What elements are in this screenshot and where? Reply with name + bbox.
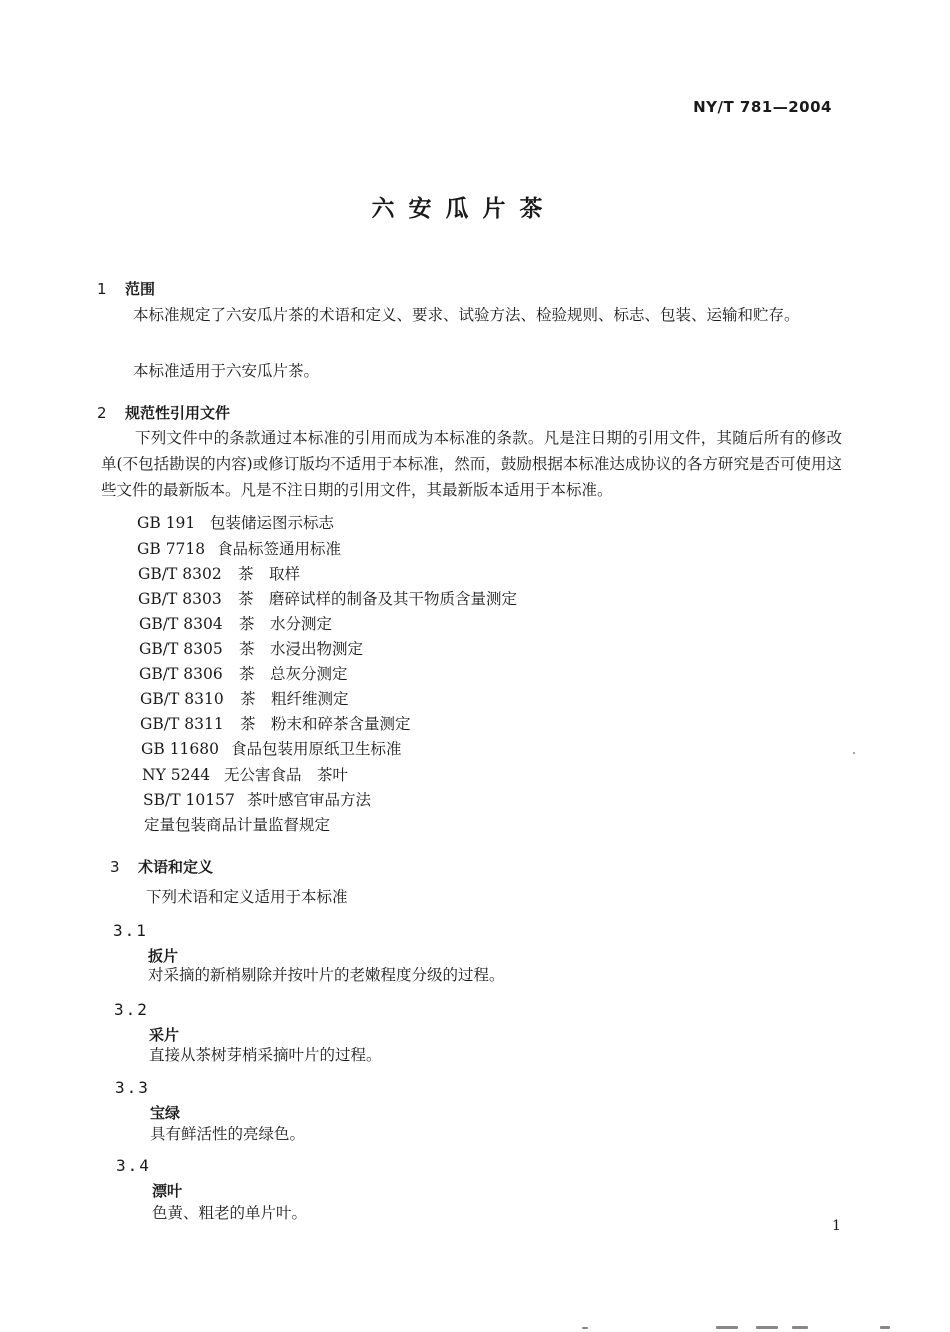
reference-name: 茶叶感官审品方法 <box>247 791 372 809</box>
standard-number: NY/T 781—2004 <box>693 98 832 116</box>
reference-code: GB/T 8306 <box>139 665 223 683</box>
reference-name: 无公害食品 茶叶 <box>224 766 349 784</box>
normative-references-paragraph: 下列文件中的条款通过本标准的引用而成为本标准的条款。凡是注日期的引用文件，其随后所有的修改单(不包括勘误的内容)或修订版均不适用于本标准，然而，鼓励根据本标准达成协议的各方研究是否可使用这些文件的最新版本。凡是不注日期的引用文件，其最新版本适用于本标准。 <box>101 429 842 499</box>
term-definition: 对采摘的新梢剔除并按叶片的老嫩程度分级的过程。 <box>148 966 505 984</box>
subclause-number: 3.4 <box>116 1156 151 1175</box>
scope-paragraph: 本标准规定了六安瓜片茶的术语和定义、要求、试验方法、检验规则、标志、包装、运输和贮存。 <box>133 306 800 324</box>
reference-item <box>143 788 371 810</box>
reference-code: GB/T 8311 <box>140 715 224 733</box>
reference-item <box>140 712 411 734</box>
reference-code: GB/T 8304 <box>139 615 223 633</box>
subclause-number: 3.1 <box>113 921 148 940</box>
reference-name: 茶 粉末和碎茶含量测定 <box>240 715 411 733</box>
reference-code: GB/T 8303 <box>138 590 222 608</box>
reference-name: 茶 水浸出物测定 <box>239 640 364 658</box>
section-1-heading <box>97 278 155 299</box>
reference-item <box>137 537 341 559</box>
reference-item <box>137 511 334 533</box>
reference-name: 茶 取样 <box>238 565 301 583</box>
term-definition: 具有鲜活性的亮绿色。 <box>150 1125 306 1143</box>
section-title: 术语和定义 <box>138 858 214 876</box>
section-number: 3 <box>110 858 120 876</box>
section-title: 规范性引用文件 <box>125 404 231 422</box>
reference-name: 包装储运图示标志 <box>210 514 335 532</box>
subclause-number: 3.3 <box>115 1078 150 1097</box>
subclause-number: 3.2 <box>114 1000 149 1019</box>
reference-item <box>144 813 330 835</box>
reference-item <box>141 737 402 759</box>
reference-name: 定量包装商品计量监督规定 <box>144 816 331 834</box>
term-definition: 直接从茶树芽梢采摘叶片的过程。 <box>149 1046 382 1064</box>
section-2-heading <box>97 402 230 423</box>
reference-code: GB/T 8302 <box>138 565 222 583</box>
terms-intro: 下列术语和定义适用于本标准 <box>146 888 348 906</box>
reference-name: 茶 粗纤维测定 <box>240 690 349 708</box>
reference-code: GB 7718 <box>137 540 206 558</box>
reference-item <box>139 612 332 634</box>
section-number: 2 <box>97 404 107 422</box>
scan-speck <box>853 752 855 754</box>
reference-code: GB/T 8310 <box>140 690 224 708</box>
scan-speck <box>880 1326 890 1329</box>
page-title: 六安瓜片茶 <box>371 196 557 222</box>
reference-item <box>139 637 363 659</box>
term-heading: 扳片 <box>148 947 179 965</box>
term-heading: 宝绿 <box>150 1104 181 1122</box>
scope-applicability: 本标准适用于六安瓜片茶。 <box>133 362 320 380</box>
reference-item <box>138 562 300 584</box>
reference-code: SB/T 10157 <box>143 791 235 809</box>
reference-name: 茶 总灰分测定 <box>239 665 348 683</box>
reference-code: GB/T 8305 <box>139 640 223 658</box>
page-number: 1 <box>832 1218 841 1234</box>
reference-item <box>139 662 348 684</box>
reference-code: NY 5244 <box>142 766 211 784</box>
scan-speck <box>756 1326 778 1329</box>
reference-item <box>142 763 348 785</box>
term-heading: 采片 <box>149 1026 180 1044</box>
term-heading: 漂叶 <box>152 1182 183 1200</box>
scan-speck <box>792 1326 808 1329</box>
reference-code: GB 191 <box>137 514 196 532</box>
reference-code: GB 11680 <box>141 740 220 758</box>
reference-item <box>140 687 349 709</box>
section-number: 1 <box>97 280 107 298</box>
scan-speck <box>582 1327 588 1329</box>
reference-name: 食品标签通用标准 <box>217 540 342 558</box>
reference-name: 食品包装用原纸卫生标准 <box>231 740 402 758</box>
reference-name: 茶 磨碎试样的制备及其干物质含量测定 <box>238 590 518 608</box>
section-title: 范围 <box>125 280 156 298</box>
scan-speck <box>716 1326 738 1329</box>
term-definition: 色黄、粗老的单片叶。 <box>152 1204 308 1222</box>
reference-name: 茶 水分测定 <box>239 615 333 633</box>
reference-item <box>138 587 517 609</box>
section-3-heading <box>110 856 213 877</box>
